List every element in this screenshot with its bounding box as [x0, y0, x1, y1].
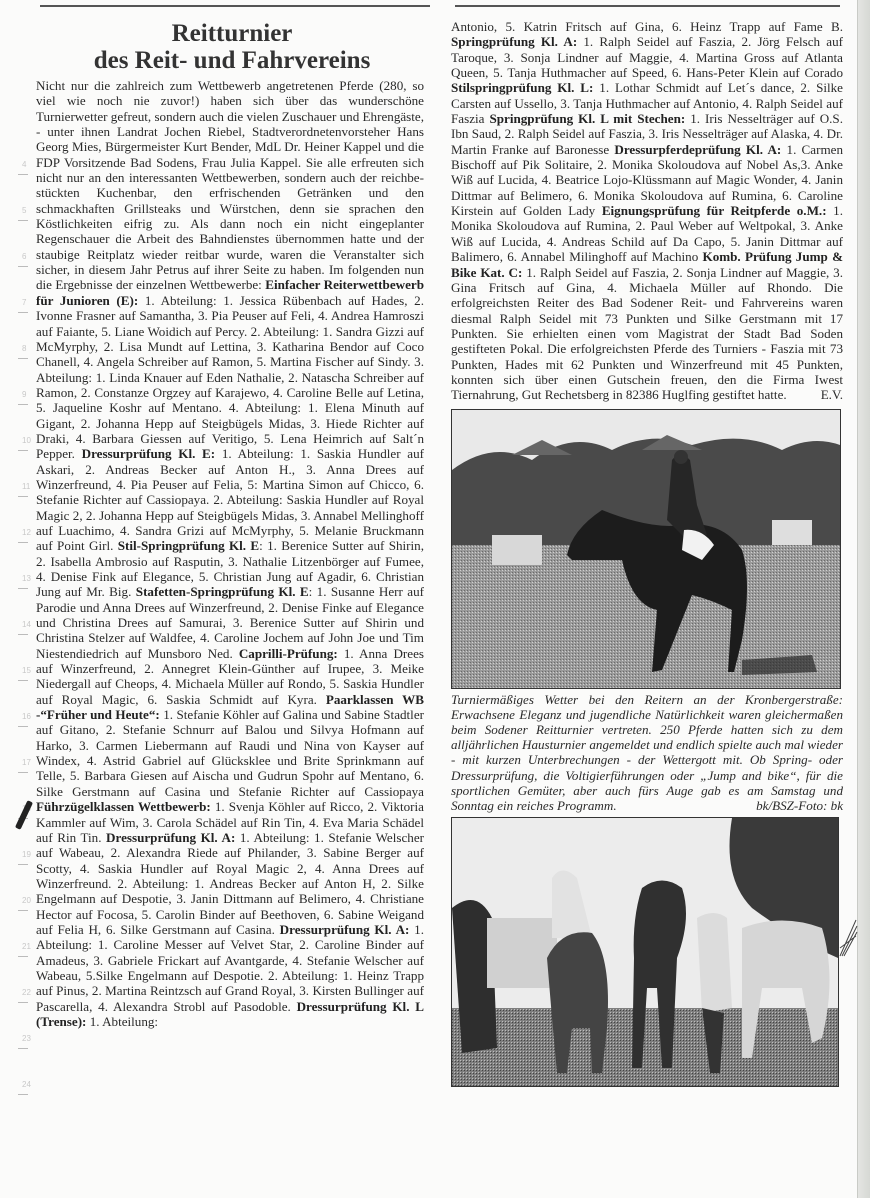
margin-tick — [18, 634, 28, 635]
margin-tick — [18, 404, 28, 405]
top-rule-right — [455, 5, 840, 7]
results-text: 1. Abteilung: — [86, 1013, 159, 1029]
article-body-right — [451, 19, 843, 403]
results-text: 1. Stefanie Köhler auf Galina und Sabine Stadtler auf Gitano, 2. Stefanie Schnurr auf Balou und Silvya Hofmann auf Harko, 3. Carmen Liebermann auf Raudi und Nina von Kayser auf Windex, 4. Astrid Gabriel auf Glücksklee und Brite Sprinkmann auf Telle, 5. Barbara Giesen auf Aischa und Gudrun Spohr auf Mentano, 6. Silke Gerstmann auf Casina und Stefanie Richter auf Cassiopaya — [36, 707, 424, 799]
article-body-right-text — [451, 19, 843, 402]
competition-heading: Dressurprüfung Kl. E: — [81, 446, 216, 462]
photo-caption — [451, 692, 843, 814]
margin-line-numbers — [18, 10, 32, 1110]
photo-caption-text: Turniermäßiges Wetter bei den Reitern an der Kronbergerstraße: Erwachsene Eleganz und jugendliche Natürlichkeit waren gleichermaßen beim Sodener Reitturnier vertreten. 250 Pferde hatten sich zu dem alljährlichen Hausturnier angemeldet und endlich spielte auch mal wieder - mit kurzen Unterbrechungen - der Wettergott mit. Ob Spring- oder Dressurprüfung, die Voltigierführungen oder „Jump and bike“, für die sportlichen Gemüter, aber auch fürs Auge gab es am Samstag und Sonntag ein reiches Programm. — [451, 691, 843, 814]
headline-line-2: des Reit- und Fahrvereins — [93, 47, 371, 74]
competition-heading: Paarklassen WB -“Früher und Heute“: — [36, 691, 424, 723]
margin-tick — [18, 680, 28, 681]
results-text: Nicht nur die zahlreich zum Wettbewerb angetretenen Pferde (280, so viel wie noch nie zuvor!) haben sich über das wunderschöne Turnierwetter gefreut, sondern auch die vielen Zuschauer und Ehrengäste, - unter ihnen Landrat Jochen Riebel, Stadtverordnetenvorsteher Hans Georg Mies, Bürgermeister Kurt Bender, MdL Dr. Heiner Kappel und die FDP Vorsitzende Bad Sodens, Frau Julia Kappel. Sie alle erfreuten sich nicht nur an den interessanten Wettbewerben, sondern auch der reichbestückten Kuchenbar, den erfrischenden Getränken und den schmackhaften Grillsteaks und Würstchen, denn sie sprachen den Köstlichkeiten eifrig zu. Als dann noch ein nicht eingeplanter Regenschauer die Arbeit des Bahndienstes übernommen hatte und der staubige Reitplatz wieder reitbar wurde, waren die Veranstalter sich sicher, in diesem Jahr Petrus auf ihrer Seite zu haben. Im folgenden nun die Ergebnisse der einzelnen Wettbewerbe: — [36, 78, 424, 293]
competition-heading: Dressurpferdeprüfung Kl. A: — [614, 141, 782, 157]
competition-heading: Springprüfung Kl. A: — [451, 34, 578, 50]
margin-tick — [18, 1002, 28, 1003]
results-text: 1. Abteilung: 1. Caroline Messer auf Velvet Star, 2. Caroline Binder auf Amadeus, 3. Gabriele Frickart auf Avantgarde, 4. Stefanie Welscher auf Wabeau, 5.Silke Engelmann auf Despotie. 2. Abteilung: 1. Heinz Trapp auf Pinus, 2. Martina Reintzsch auf Grand Royal, 3. Kirsten Bullinger auf Pascarella, 4. Alexandra Strobl auf Pasodoble. — [36, 921, 425, 1014]
article-headline — [40, 20, 424, 74]
margin-line-number: 11 — [22, 482, 31, 491]
results-text: 1. Ralph Seidel auf Faszia, 2. Sonja Lindner auf Maggie, 3. Gina Fritsch auf Gina, 4. Michaela Müller auf Rhondo. Die erfolgreichsten Reiter des Bad Sodener Reit- und Fahrvereins waren diesmal Ralph Seidel mit 73 Punkten und Silke Gerstmann mit 17 Punkten. Sie erhielten einen vom Magistrat der Stadt Bad Soden gestifteten Pokal. Die erfolgreichsten Pferde des Turniers - Faszia mit 73 Punkten, Hades mit 62 Punkten und Winzerfreund mit 45 Punkten, konnten sich über einen Gutschein freuen, den die Firma Iwest Tiernahrung, Gut Rechetsberg in 82386 Huglfing gestiftet hatte. — [451, 264, 843, 403]
margin-line-number: 4 — [22, 160, 27, 169]
photo-children-with-ponies — [451, 817, 839, 1087]
margin-tick — [18, 496, 28, 497]
results-text: 1. Ralph Seidel auf Faszia, 2. Jörg Felsch auf Taroque, 3. Sonja Lindner auf Maggie, 4. Martina Gross auf Atlanta Queen, 5. Tanja Huthmacher auf Speed, 6. Hans-Peter Klein auf Corado — [451, 34, 843, 81]
margin-tick — [18, 910, 28, 911]
results-text: 1. Svenja Köhler auf Ricco, 2. Viktoria Kammler auf Wim, 3. Carola Schädel auf Rin Tin, 4. Eva Maria Schädel auf Rin Tin. — [36, 799, 424, 845]
margin-line-number: 16 — [22, 712, 31, 721]
margin-line-number: 8 — [22, 344, 27, 353]
competition-heading: Stafetten-Springprüfung Kl. E — [135, 584, 309, 600]
results-text: : 1. Berenice Sutter auf Shirin, 2. Isabella Ambrosio auf Rasputin, 3. Nathalie Litzenbörger auf Fumee, 4. Denise Fink auf Elegance, 5. Christian Jung auf Agadir, 6. Christian Jung auf Mr. Big. — [36, 538, 424, 600]
photo-rider-image — [452, 410, 840, 688]
margin-tick — [18, 174, 28, 175]
competition-heading: Dressurprüfung Kl. A: — [106, 829, 236, 845]
margin-line-number: 20 — [22, 896, 31, 905]
article-left-column — [36, 20, 424, 1029]
margin-tick — [18, 312, 28, 313]
results-text: 1. Anna Drees auf Winzerfreund, 2. Annegret Klein-Günther auf Irupee, 3. Meike Niedergall auf Cheops, 4. Michaela Müller auf Rondo, 5. Saskia Hundler auf Royal Magic, 6. Saskia Schmidt auf Kyra. — [36, 645, 424, 707]
competition-heading: Eignungsprüfung für Reitpferde o.M.: — [601, 203, 827, 219]
margin-line-number: 10 — [22, 436, 31, 445]
top-rule-left — [40, 5, 430, 7]
margin-line-number: 23 — [22, 1034, 31, 1043]
author-signature: E.V. — [820, 387, 843, 403]
margin-tick — [18, 450, 28, 451]
margin-tick — [18, 726, 28, 727]
margin-tick — [18, 220, 28, 221]
margin-line-number: 14 — [22, 620, 31, 629]
margin-line-number: 22 — [22, 988, 31, 997]
margin-tick — [18, 1048, 28, 1049]
competition-heading: Einfacher Reiterwettbewerb für Junioren (E): — [36, 277, 424, 308]
competition-heading: Dressurprüfung Kl. A: — [279, 921, 410, 937]
results-text: 1. Abteilung: 1. Jessica Rübenbach auf Hades, 2. Ivonne Frasner auf Samantha, 3. Pia Peuser auf Feli, 4. Andrea Hamroszi auf Faiante, 5. Liane Woidich auf Percy. 2. Abteilung: 1. Sandra Gizzi auf McMyrphy, 2. Lisa Mundt auf Lettina, 3. Katharina Bendor auf Coco Chanell, 4. Angela Schreiber auf Ramon, 5. Martina Fischer auf Sindy. 3. Abteilung: 1. Linda Knauer auf Eden Nathalie, 2. Natascha Schreiber auf Ramon, 2. Constanze Orgzey auf Karajewo, 4. Caroline Belle auf Letina, 5. Jaqueline Koshr auf Mentano. 4. Abteilung: 1. Elena Minuth auf Gigant, 2. Johanna Hepp auf Steigbügels Midas, 3. Hiede Richter auf Draki, 4. Barbara Giessen auf Veritigo, 5. Lena Heimrich auf Salt´n Pepper. — [36, 292, 424, 462]
margin-line-number: 17 — [22, 758, 31, 767]
margin-line-number: 19 — [22, 850, 31, 859]
margin-line-number: 6 — [22, 252, 27, 261]
competition-heading: Dressurprüfung Kl. L (Trense): — [36, 998, 424, 1029]
margin-tick — [18, 772, 28, 773]
results-text: 1. Lothar Schmidt auf Let´s dance, 2. Silke Carsten auf Ussello, 3. Tanja Huthmacher auf Antonio, 4. Ralph Seidel auf Faszia — [451, 80, 843, 127]
margin-line-number: 5 — [22, 206, 27, 215]
margin-tick — [18, 266, 28, 267]
results-text: 1. Abteilung: 1. Saskia Hundler auf Askari, 2. Andreas Becker auf Anton H., 3. Anna Drees auf Winzerfreund, 4. Pia Peuser auf Felia, 5: Martina Simon auf Chicco, 6. Stefanie Richter auf Cassiopaya. 2. Abteilung: Saskia Hundler auf Royal Magic 2, 2. Johanna Hepp auf Steigbügels Midas, 3. Annabel Mellinghoff auf Luachimo, 4. Sandra Grizi auf McMyrphy, 5. Melanie Bruckmann auf Point Girl. — [36, 446, 425, 554]
margin-line-number: 21 — [22, 942, 31, 951]
margin-tick — [18, 864, 28, 865]
headline-line-1: Reitturnier — [171, 20, 293, 47]
margin-line-number: 13 — [22, 574, 31, 583]
competition-heading: Caprilli-Prüfung: — [238, 645, 338, 661]
margin-tick — [18, 588, 28, 589]
competition-heading: Komb. Prüfung Jump & Bike Kat. C: — [451, 249, 843, 280]
margin-line-number: 12 — [22, 528, 31, 537]
page-edge-shadow — [857, 0, 870, 1198]
margin-tick — [18, 358, 28, 359]
photo-credit: bk/BSZ-Foto: bk — [756, 798, 843, 814]
margin-line-number: 24 — [22, 1080, 31, 1089]
margin-line-number: 7 — [22, 298, 27, 307]
competition-heading: Führzügelklassen Wettbewerb: — [36, 799, 211, 815]
competition-heading: Stil-Springprüfung Kl. E — [117, 538, 260, 554]
photo-ponies-image — [452, 818, 838, 1086]
margin-tick — [18, 956, 28, 957]
margin-tick — [18, 1094, 28, 1095]
article-body-left — [36, 78, 424, 1029]
article-right-column — [451, 19, 843, 1087]
results-text: Antonio, 5. Katrin Fritsch auf Gina, 6. Heinz Trapp auf Fame B. — [451, 19, 843, 34]
margin-line-number: 15 — [22, 666, 31, 675]
margin-tick — [18, 542, 28, 543]
margin-line-number: 9 — [22, 390, 27, 399]
competition-heading: Stilspringprüfung Kl. L: — [451, 80, 594, 96]
results-text: 1. Abteilung: 1. Stefanie Welscher auf Wabeau, 2. Alexandra Riede auf Philander, 3. Sabine Berger auf Scotty, 4. Saskia Hundler auf Royal Magic 2, 4. Anna Drees auf Winzerfreund. 2. Abteilung: 1. Andreas Becker auf Anton H, 2. Silke Engelmann auf Despotie, 3. Janin Dittmann auf Belimero, 4. Christiane Hector auf Focosa, 5. Carolin Binder auf Beethoven, 6. Sabine Weigand auf Felia H, 6. Silke Gerstmann auf Casina. — [36, 829, 425, 937]
results-text: 1. Carmen Bischoff auf Pik Solitaire, 2. Monika Skoloudova auf Nobel As,3. Anke Wiß auf Lucida, 4. Beatrice Lojo-Klüssmann auf Magic Wonder, 4. Janin Dittmar auf Belimero, 6. Monika Skoloudova auf Rumina, 6. Caroline Kirstein auf Golden Lady — [451, 141, 843, 219]
competition-heading: Springprüfung Kl. L mit Stechen: — [489, 111, 686, 127]
photo-rider-on-horse — [451, 409, 841, 689]
results-text: 1. Iris Nesselträger auf O.S. Ibn Saud, 2. Ralph Seidel auf Faszia, 3. Iris Nesselträger auf Alaska, 4. Dr. Martin Franke auf Baronesse — [451, 111, 843, 157]
results-text: 1. Monika Skoloudova auf Rumina, 2. Paul Weber auf Weltpokal, 3. Anke Wiß auf Lucida, 4. Andreas Schild auf Da Capo, 5. Janin Dittmar auf Balimero, 6. Annabel Milinghoff auf Machino — [451, 203, 843, 265]
results-text: : 1. Susanne Herr auf Parodie und Anna Drees auf Winzerfreund, 2. Denise Finke auf Elegance und Christina Drees auf Samurai, 3. Berenice Sutter auf Shirin und Christina Stelzer auf Waldfee, 4. Caroline Jochem auf John Joe und Tim Niestendiedrich auf Munsboro Ned. — [36, 584, 425, 661]
